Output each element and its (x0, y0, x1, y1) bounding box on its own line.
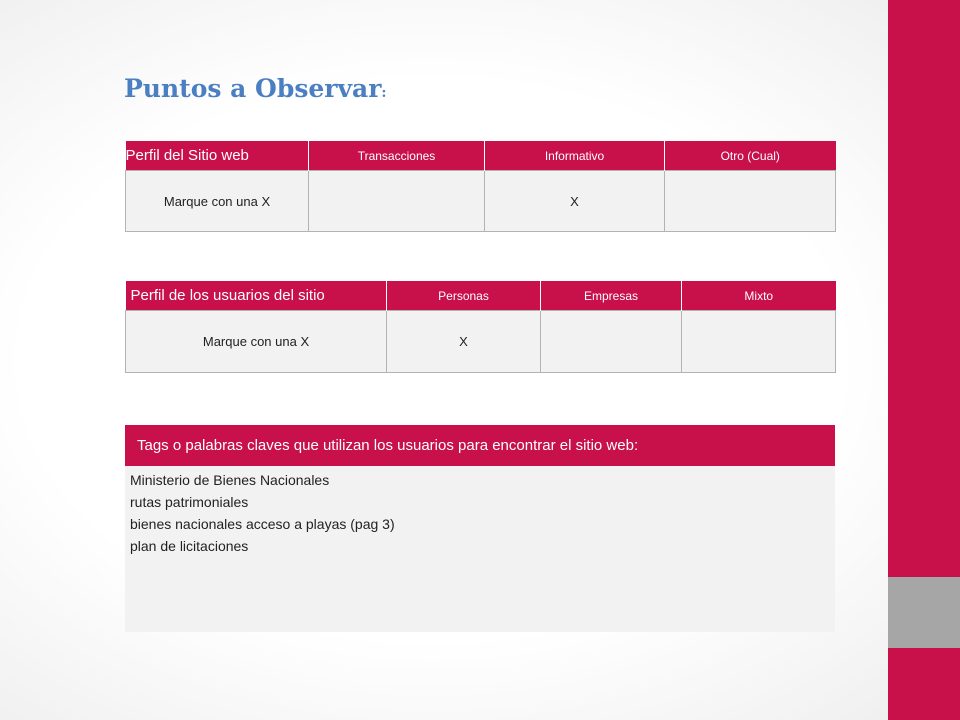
tag-item: rutas patrimoniales (130, 494, 249, 510)
page-title (124, 74, 387, 103)
user-profile-cell-personas[interactable]: X (387, 311, 541, 373)
tag-item: plan de licitaciones (130, 538, 249, 554)
user-profile-cell-empresas[interactable] (541, 311, 682, 373)
page-title-text: Puntos a Observar (124, 74, 382, 103)
user-profile-header: Perfil de los usuarios del sitio (126, 281, 387, 311)
side-accent-bar-middle (888, 577, 960, 648)
tag-item: Ministerio de Bienes Nacionales (130, 472, 330, 488)
user-profile-col-personas: Personas (387, 281, 541, 311)
user-profile-table (125, 281, 836, 373)
site-profile-header-row (126, 141, 836, 171)
site-profile-cell-transacciones[interactable] (309, 171, 485, 232)
tags-section (125, 425, 835, 632)
site-profile-table (125, 141, 836, 232)
user-profile-row (126, 311, 836, 373)
side-accent-bar-top (888, 0, 960, 577)
site-profile-row-label: Marque con una X (126, 171, 309, 232)
site-profile-row (126, 171, 836, 232)
site-profile-col-transacciones: Transacciones (309, 141, 485, 171)
user-profile-row-label: Marque con una X (126, 311, 387, 373)
tags-header: Tags o palabras claves que utilizan los usuarios para encontrar el sitio web: (125, 425, 835, 466)
site-profile-cell-otro[interactable] (665, 171, 836, 232)
user-profile-col-mixto: Mixto (682, 281, 836, 311)
side-accent-bar-bottom (888, 648, 960, 720)
tag-item: bienes nacionales acceso a playas (pag 3) (130, 516, 395, 532)
user-profile-header-row (126, 281, 836, 311)
site-profile-header: Perfil del Sitio web (126, 141, 309, 171)
user-profile-cell-mixto[interactable] (682, 311, 836, 373)
site-profile-cell-informativo[interactable]: X (485, 171, 665, 232)
site-profile-col-informativo: Informativo (485, 141, 665, 171)
site-profile-col-otro: Otro (Cual) (665, 141, 836, 171)
user-profile-col-empresas: Empresas (541, 281, 682, 311)
page-title-colon: : (381, 85, 387, 101)
tags-list[interactable] (125, 466, 835, 557)
